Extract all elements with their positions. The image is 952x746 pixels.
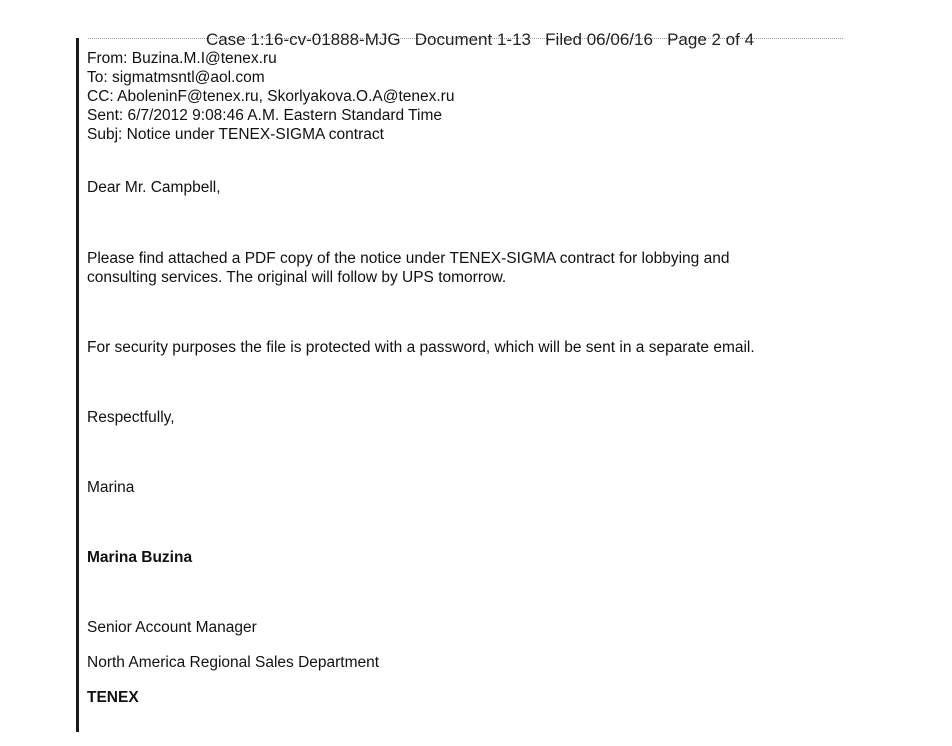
body-paragraph-2: For security purposes the file is protected with a password, which will be sent in a separate email.: [87, 339, 755, 356]
signature-title: Senior Account Manager: [87, 619, 257, 636]
body-paragraph-1-line-2: consulting services. The original will follow by UPS tomorrow.: [87, 269, 507, 286]
first-name: Marina: [87, 479, 135, 496]
email-cc: CC: AboleninF@tenex.ru, Skorlyakova.O.A@tenex.ru: [87, 88, 455, 105]
email-to: To: sigmatmsntl@aol.com: [87, 69, 265, 86]
case-header: Case 1:16-cv-01888-MJG Document 1-13 Filed 06/06/16 Page 2 of 4: [205, 30, 755, 49]
email-subject: Subj: Notice under TENEX-SIGMA contract: [87, 126, 384, 143]
email-sent: Sent: 6/7/2012 9:08:46 A.M. Eastern Standard Time: [87, 107, 443, 124]
signature-department: North America Regional Sales Department: [87, 654, 380, 671]
email-header-block: [87, 49, 454, 144]
left-margin-bar: [76, 38, 79, 732]
signature-company: TENEX: [87, 689, 139, 706]
signature-name: Marina Buzina: [87, 549, 193, 566]
email-from: From: Buzina.M.I@tenex.ru: [87, 50, 277, 67]
closing: Respectfully,: [87, 409, 175, 426]
salutation: Dear Mr. Campbell,: [87, 179, 221, 196]
body-paragraph-1-line-1: Please find attached a PDF copy of the notice under TENEX-SIGMA contract for lobbying and: [87, 250, 730, 267]
body-paragraph-1: [87, 249, 729, 287]
